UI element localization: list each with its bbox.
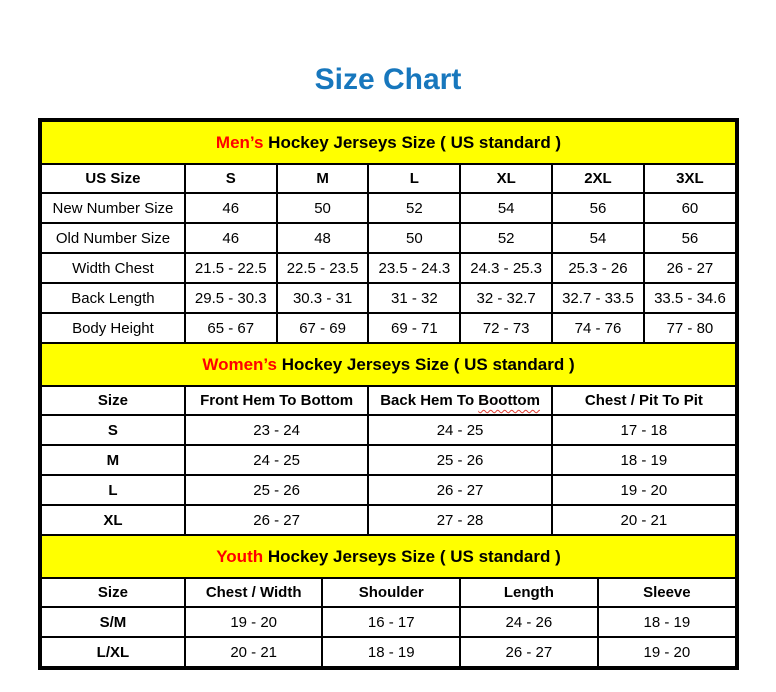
mens-banner-text: Hockey Jerseys Size ( US standard ): [263, 132, 562, 152]
table-cell: 25 - 26: [368, 445, 551, 475]
table-cell: 50: [277, 193, 369, 223]
mens-row-new-number-size: [41, 193, 736, 223]
youth-row-sm: [41, 607, 736, 637]
size-chart: [38, 118, 739, 670]
table-cell: 56: [552, 193, 644, 223]
row-label: S: [41, 415, 185, 445]
back-hem-prefix: Back Hem To: [380, 392, 479, 409]
table-cell: 65 - 67: [185, 313, 277, 343]
table-cell: 54: [460, 193, 552, 223]
table-cell: 20 - 21: [552, 505, 736, 535]
youth-banner-highlight: Youth: [216, 546, 264, 566]
table-cell: 18 - 19: [598, 607, 736, 637]
table-cell: 33.5 - 34.6: [644, 283, 736, 313]
table-cell: 54: [552, 223, 644, 253]
back-hem-misspelled-word: Boottom: [478, 392, 540, 409]
table-cell: 56: [644, 223, 736, 253]
table-cell: 23 - 24: [185, 415, 368, 445]
table-cell: 19 - 20: [598, 637, 736, 667]
mens-header-2xl: 2XL: [552, 164, 644, 193]
mens-header-l: L: [368, 164, 460, 193]
table-cell: 17 - 18: [552, 415, 736, 445]
table-cell: 26 - 27: [368, 475, 551, 505]
mens-header-xl: XL: [460, 164, 552, 193]
table-cell: 31 - 32: [368, 283, 460, 313]
mens-banner: [41, 121, 736, 164]
row-label: New Number Size: [41, 193, 185, 223]
row-label: Width Chest: [41, 253, 185, 283]
womens-header-front-hem: Front Hem To Bottom: [185, 386, 368, 415]
womens-table: [40, 342, 737, 536]
mens-row-width-chest: [41, 253, 736, 283]
mens-header-us-size: US Size: [41, 164, 185, 193]
womens-header-back-hem: [368, 386, 551, 415]
row-label: S/M: [41, 607, 185, 637]
youth-row-lxl: [41, 637, 736, 667]
table-cell: 67 - 69: [277, 313, 369, 343]
womens-banner-highlight: Women’s: [202, 354, 277, 374]
table-cell: 19 - 20: [552, 475, 736, 505]
youth-table: [40, 534, 737, 668]
table-cell: 24 - 26: [460, 607, 598, 637]
row-label: Back Length: [41, 283, 185, 313]
mens-header-3xl: 3XL: [644, 164, 736, 193]
womens-row-m: [41, 445, 736, 475]
table-cell: 26 - 27: [460, 637, 598, 667]
table-cell: 29.5 - 30.3: [185, 283, 277, 313]
row-label: L/XL: [41, 637, 185, 667]
youth-header-shoulder: Shoulder: [322, 578, 460, 607]
table-cell: 18 - 19: [322, 637, 460, 667]
table-cell: 72 - 73: [460, 313, 552, 343]
row-label: L: [41, 475, 185, 505]
table-cell: 25 - 26: [185, 475, 368, 505]
youth-header-chest-width: Chest / Width: [185, 578, 323, 607]
table-cell: 69 - 71: [368, 313, 460, 343]
table-cell: 24 - 25: [185, 445, 368, 475]
table-cell: 26 - 27: [644, 253, 736, 283]
row-label: M: [41, 445, 185, 475]
youth-header-length: Length: [460, 578, 598, 607]
table-cell: 74 - 76: [552, 313, 644, 343]
womens-banner: [41, 343, 736, 386]
womens-row-s: [41, 415, 736, 445]
mens-banner-highlight: Men’s: [215, 132, 264, 152]
table-cell: 25.3 - 26: [552, 253, 644, 283]
table-cell: 26 - 27: [185, 505, 368, 535]
youth-header-sleeve: Sleeve: [598, 578, 736, 607]
mens-row-back-length: [41, 283, 736, 313]
mens-banner-row: [41, 121, 736, 164]
table-cell: 30.3 - 31: [277, 283, 369, 313]
table-cell: 22.5 - 23.5: [277, 253, 369, 283]
youth-header-size: Size: [41, 578, 185, 607]
mens-table: [40, 120, 737, 344]
table-cell: 52: [368, 193, 460, 223]
mens-row-body-height: [41, 313, 736, 343]
table-cell: 24.3 - 25.3: [460, 253, 552, 283]
mens-header-row: [41, 164, 736, 193]
table-cell: 77 - 80: [644, 313, 736, 343]
table-cell: 48: [277, 223, 369, 253]
womens-header-size: Size: [41, 386, 185, 415]
table-cell: 32.7 - 33.5: [552, 283, 644, 313]
youth-banner: [41, 535, 736, 578]
table-cell: 27 - 28: [368, 505, 551, 535]
row-label: XL: [41, 505, 185, 535]
youth-banner-row: [41, 535, 736, 578]
row-label: Old Number Size: [41, 223, 185, 253]
womens-header-chest: Chest / Pit To Pit: [552, 386, 736, 415]
youth-header-row: [41, 578, 736, 607]
row-label: Body Height: [41, 313, 185, 343]
mens-header-s: S: [185, 164, 277, 193]
table-cell: 23.5 - 24.3: [368, 253, 460, 283]
table-cell: 60: [644, 193, 736, 223]
mens-row-old-number-size: [41, 223, 736, 253]
table-cell: 24 - 25: [368, 415, 551, 445]
womens-header-row: [41, 386, 736, 415]
table-cell: 21.5 - 22.5: [185, 253, 277, 283]
table-cell: 50: [368, 223, 460, 253]
womens-row-l: [41, 475, 736, 505]
womens-banner-text: Hockey Jerseys Size ( US standard ): [276, 354, 575, 374]
table-cell: 32 - 32.7: [460, 283, 552, 313]
table-cell: 20 - 21: [185, 637, 323, 667]
womens-row-xl: [41, 505, 736, 535]
table-cell: 46: [185, 193, 277, 223]
page-title: Size Chart: [314, 63, 462, 96]
mens-header-m: M: [277, 164, 369, 193]
womens-banner-row: [41, 343, 736, 386]
table-cell: 18 - 19: [552, 445, 736, 475]
youth-banner-text: Hockey Jerseys Size ( US standard ): [263, 546, 561, 566]
table-cell: 52: [460, 223, 552, 253]
table-cell: 46: [185, 223, 277, 253]
table-cell: 19 - 20: [185, 607, 323, 637]
table-cell: 16 - 17: [322, 607, 460, 637]
